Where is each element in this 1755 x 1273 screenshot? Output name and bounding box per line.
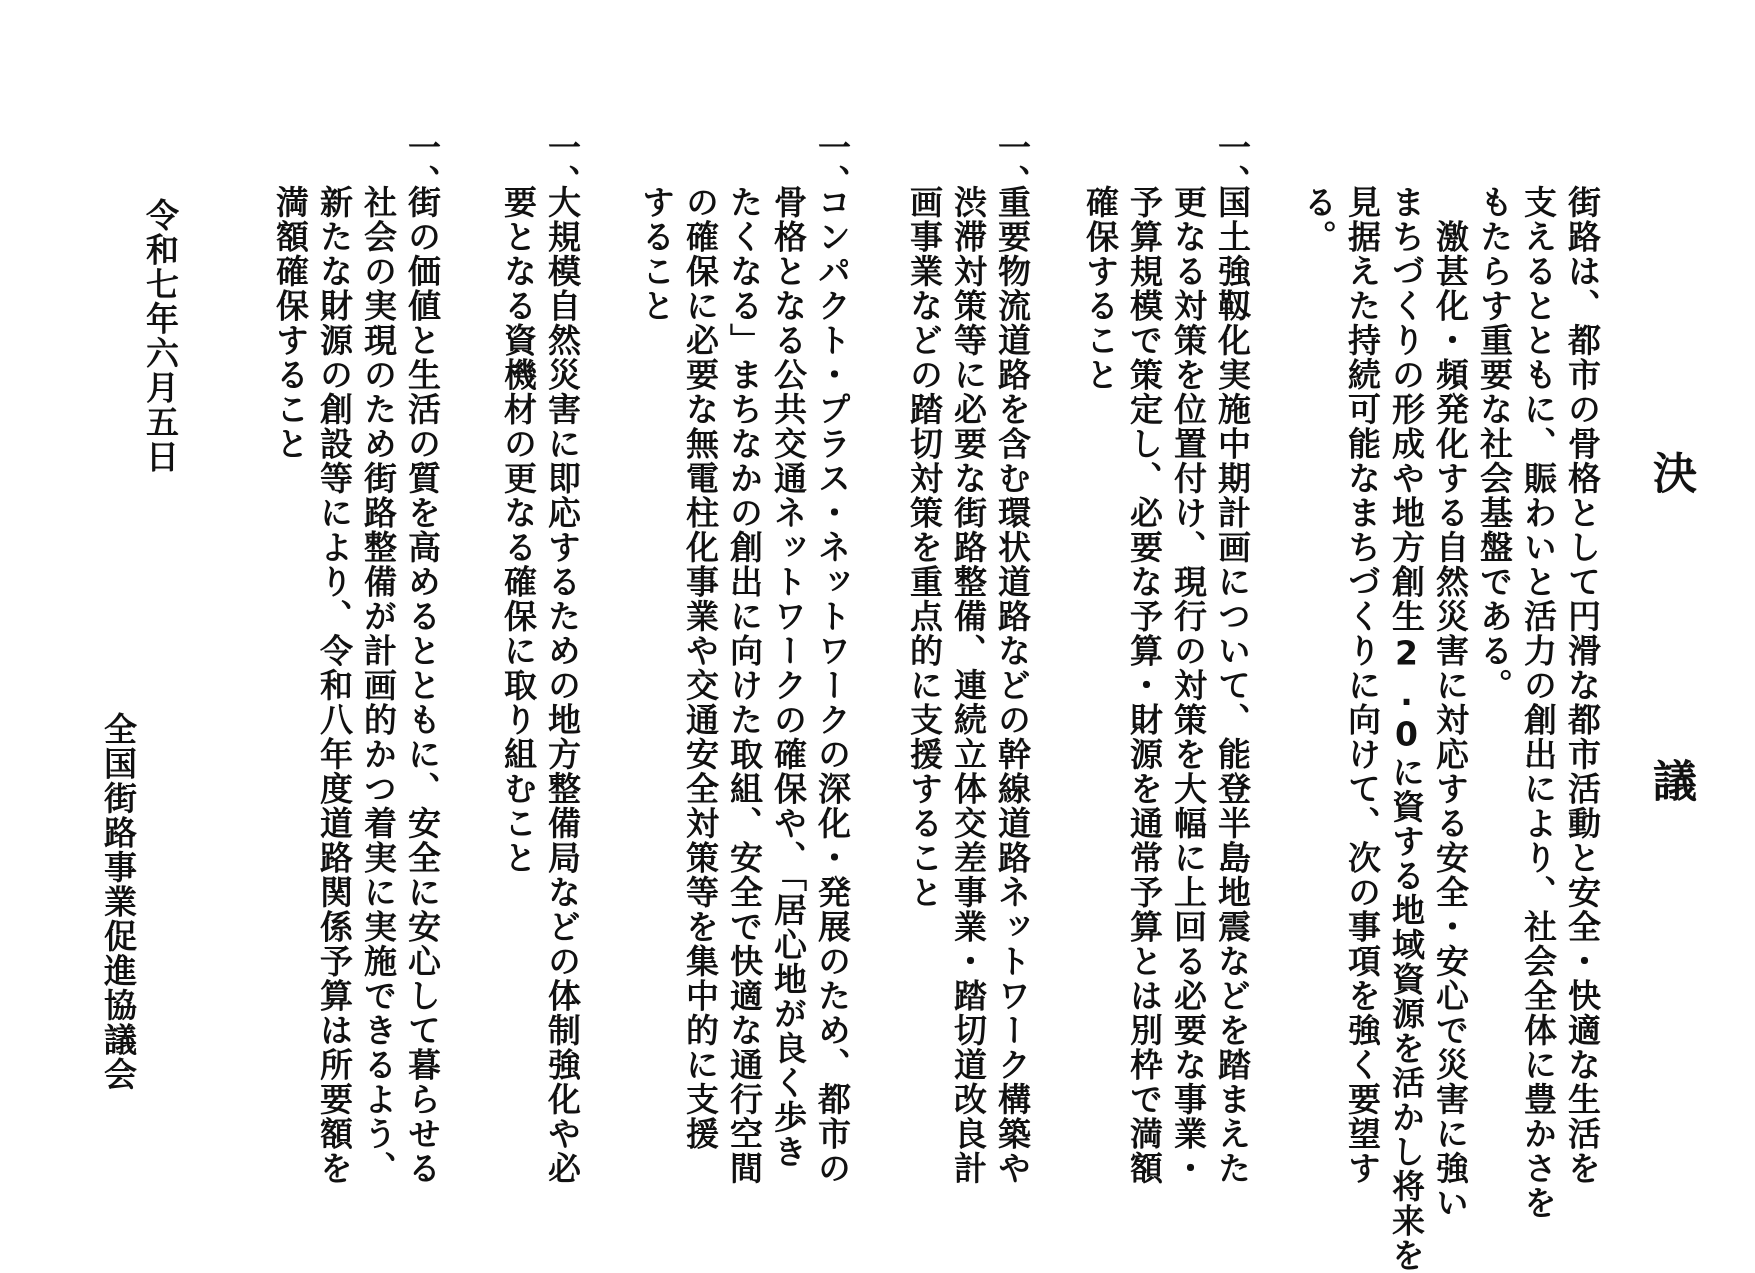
item-mark: 一、 [993, 130, 1032, 199]
item-mark: 一、 [1213, 130, 1252, 199]
item-line: すること [637, 185, 676, 323]
item-line: 社会の実現のため街路整備が計画的かつ着実に実施できるよう、 [359, 185, 398, 1186]
organization-name: 全国街路事業促進協議会 [99, 712, 138, 1092]
item-line: 予算規模で策定し、必要な予算・財源を通常予算とは別枠で満額 [1125, 185, 1164, 1186]
item-line: 大規模自然災害に即応するための地方整備局などの体制強化や必 [543, 185, 582, 1186]
intro-line: まちづくりの形成や地方創生2.0に資する地域資源を活かし将来を [1387, 185, 1426, 1273]
item-line: 街の価値と生活の質を高めるとともに、安全に安心して暮らせる [403, 185, 442, 1186]
item-line: たくなる」まちなかの創出に向けた取組、安全で快適な通行空間 [725, 185, 764, 1186]
item-mark: 一、 [403, 130, 442, 199]
document-title: 決 議 [1645, 450, 1696, 912]
intro-line: 激甚化・頻発化する自然災害に対応する安全・安心で災害に強い [1431, 185, 1470, 1220]
item-line: 国土強靱化実施中期計画について、能登半島地震などを踏まえた [1213, 185, 1252, 1186]
intro-line: 支えるとともに、賑わいと活力の創出により、社会全体に豊かさを [1519, 185, 1558, 1220]
intro-line: 街路は、都市の骨格として円滑な都市活動と安全・快適な生活を [1563, 185, 1602, 1186]
item-line: 渋滞対策等に必要な街路整備、連続立体交差事業・踏切道改良計 [949, 185, 988, 1186]
item-mark: 一、 [813, 130, 852, 199]
item-line: コンパクト・プラス・ネットワークの深化・発展のため、都市の [813, 185, 852, 1186]
intro-line: 見据えた持続可能なまちづくりに向けて、次の事項を強く要望す [1343, 185, 1382, 1186]
item-line: 更なる対策を位置付け、現行の対策を大幅に上回る必要な事業・ [1169, 185, 1208, 1186]
intro-line: る。 [1299, 185, 1338, 254]
item-line: 新たな財源の創設等により、令和八年度道路関係予算は所要額を [315, 185, 354, 1186]
intro-line: もたらす重要な社会基盤である。 [1475, 185, 1514, 703]
item-line: 骨格となる公共交通ネットワークの確保や、「居心地が良く歩き [769, 185, 808, 1169]
resolution-date: 令和七年六月五日 [141, 198, 180, 474]
item-line: 満額確保すること [271, 185, 310, 461]
item-line: 確保すること [1081, 185, 1120, 392]
item-line: の確保に必要な無電柱化事業や交通安全対策等を集中的に支援 [681, 185, 720, 1151]
item-line: 画事業などの踏切対策を重点的に支援すること [905, 185, 944, 910]
item-line: 重要物流道路を含む環状道路などの幹線道路ネットワーク構築や [993, 185, 1032, 1186]
item-mark: 一、 [543, 130, 582, 199]
item-line: 要となる資機材の更なる確保に取り組むこと [499, 185, 538, 875]
